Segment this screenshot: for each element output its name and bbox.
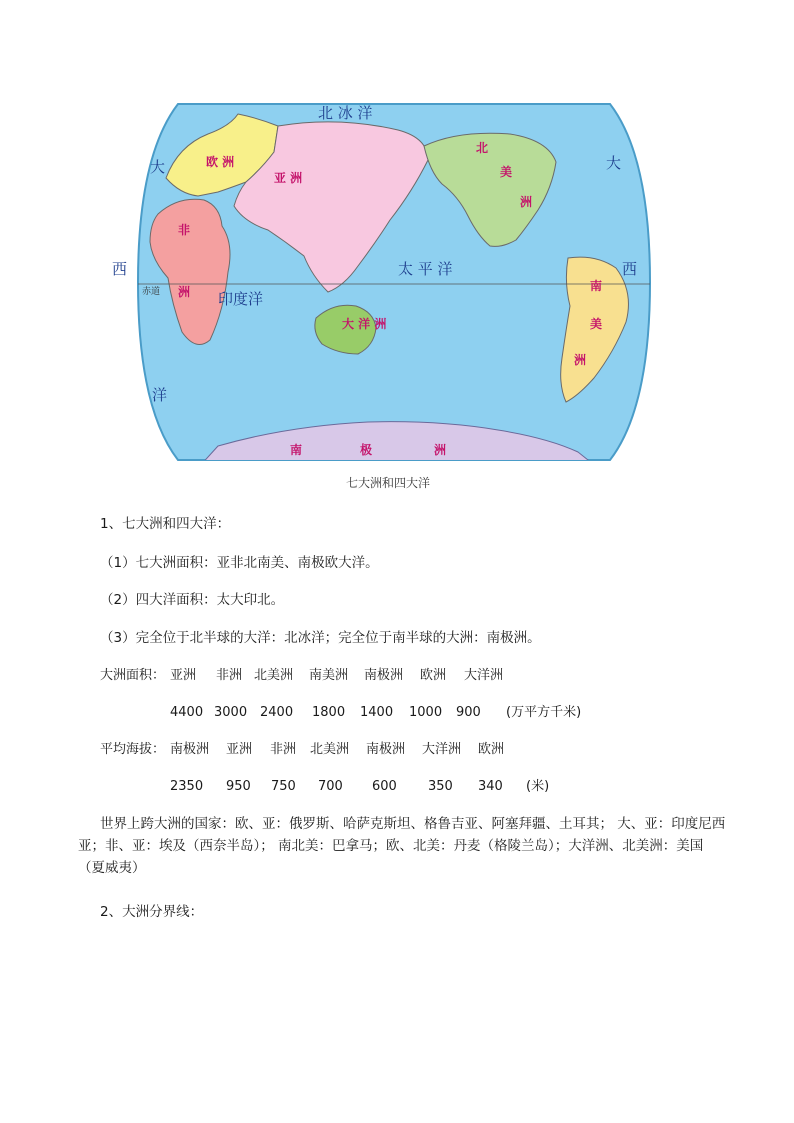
list-item-1: （1）七大洲面积：亚非北南美、南极欧大洋。 (100, 555, 379, 571)
area-value: 1400 (360, 705, 394, 720)
cross-continent-text: 世界上跨大洲的国家：欧、亚：俄罗斯、哈萨克斯坦、格鲁吉亚、阿塞拜疆、土耳其； 大、亚：印度尼西亚；非、亚：埃及（西奈半岛）； 南北美：巴拿马；欧、北美：丹麦（格陵兰岛）；大洋洲、北美洲：美国（夏威夷） (78, 816, 726, 876)
label-arctic-ocean: 北 冰 洋 (318, 104, 373, 122)
elevation-value: 2350 (170, 779, 204, 794)
label-atlantic-right-2: 西 (622, 260, 638, 278)
label-sa-1: 南 (590, 279, 603, 293)
area-name: 北美洲 (254, 668, 294, 683)
label-atlantic-left-2: 西 (112, 260, 128, 278)
elevation-value: 340 (478, 779, 503, 794)
label-indian-ocean: 印度洋 (218, 290, 264, 308)
world-map-svg (112, 96, 650, 468)
elevation-name: 南极洲 (366, 742, 406, 757)
label-sa-2: 美 (590, 317, 603, 331)
label-europe: 欧 洲 (206, 155, 235, 169)
area-name: 亚洲 (170, 668, 197, 683)
area-name: 南极洲 (364, 668, 404, 683)
elevation-values-row (170, 777, 630, 797)
elevation-value: 600 (372, 779, 397, 794)
label-na-2: 美 (500, 165, 513, 179)
elevation-names-row (100, 740, 660, 760)
area-value: 4400 (170, 705, 204, 720)
section1-title: 1、七大洲和四大洋： (100, 516, 231, 532)
area-value: 900 (456, 705, 481, 720)
label-africa-1: 非 (178, 223, 191, 237)
label-antarctica-3: 洲 (434, 443, 447, 457)
label-atlantic-right-1: 大 (606, 154, 622, 172)
label-oceania: 大 洋 洲 (342, 317, 387, 331)
label-antarctica-2: 极 (360, 443, 373, 457)
area-value: 1000 (409, 705, 443, 720)
elevation-value: 750 (271, 779, 296, 794)
label-pacific-ocean: 太 平 洋 (398, 260, 453, 278)
label-atlantic-left-3: 洋 (152, 386, 168, 404)
elevation-name: 南极洲 (170, 742, 210, 757)
elevation-value: 700 (318, 779, 343, 794)
label-antarctica-1: 南 (290, 443, 303, 457)
area-value: 2400 (260, 705, 294, 720)
elevation-label: 平均海拔： (100, 742, 166, 757)
area-label: 大洲面积： (100, 668, 166, 683)
area-name: 欧洲 (420, 668, 447, 683)
label-equator: 赤道 (142, 287, 161, 297)
label-sa-3: 洲 (574, 353, 587, 367)
label-na-3: 洲 (520, 195, 533, 209)
world-map (112, 96, 650, 468)
label-atlantic-left-1: 大 (150, 158, 166, 176)
elevation-value: 950 (226, 779, 251, 794)
area-values-row (170, 703, 630, 723)
elevation-name: 非洲 (270, 742, 297, 757)
list-item-2: （2）四大洋面积：太大印北。 (100, 592, 285, 608)
cross-continent-paragraph (78, 813, 730, 879)
elevation-name: 大洋洲 (422, 742, 462, 757)
section2-title: 2、大洲分界线： (100, 904, 204, 920)
area-value: 1800 (312, 705, 346, 720)
label-na-1: 北 (476, 141, 489, 155)
elevation-value: 350 (428, 779, 453, 794)
area-name: 南美洲 (309, 668, 349, 683)
map-caption: 七大洲和四大洋 (345, 476, 430, 490)
list-item-3: （3）完全位于北半球的大洋：北冰洋；完全位于南半球的大洲：南极洲。 (100, 630, 541, 646)
area-names-row (100, 666, 660, 686)
area-name: 大洋洲 (464, 668, 504, 683)
elevation-name: 欧洲 (478, 742, 505, 757)
elevation-name: 亚洲 (226, 742, 253, 757)
elevation-name: 北美洲 (310, 742, 350, 757)
area-name: 非洲 (216, 668, 243, 683)
area-value: 3000 (214, 705, 248, 720)
label-africa-2: 洲 (178, 285, 191, 299)
label-asia: 亚 洲 (274, 171, 303, 185)
area-unit: (万平方千米) (506, 705, 582, 720)
elevation-unit: (米) (526, 779, 550, 794)
